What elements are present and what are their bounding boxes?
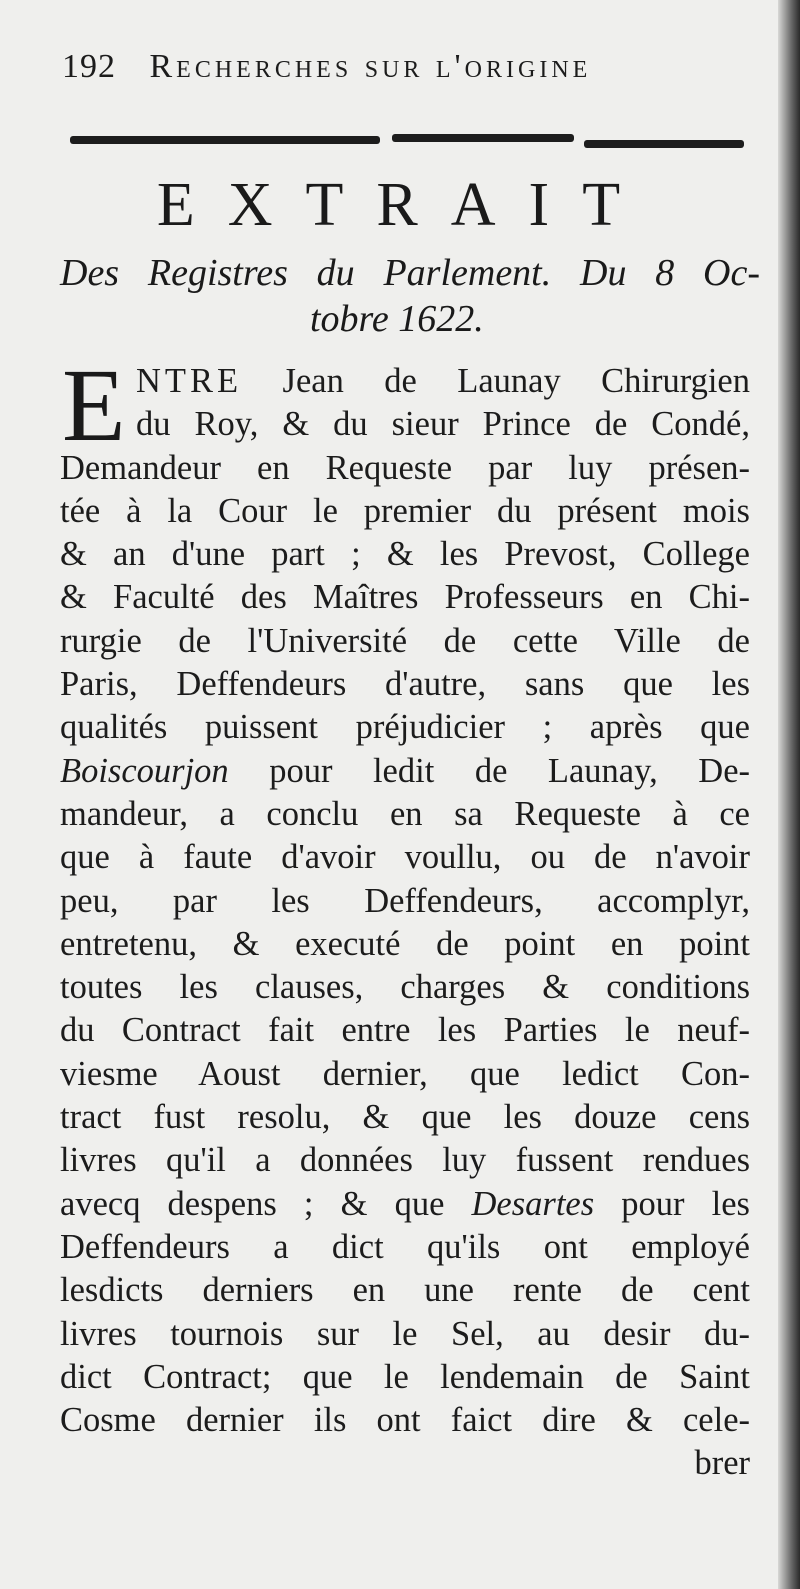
- body-text: [60, 360, 750, 1486]
- page-gutter-shadow: [778, 0, 800, 1589]
- running-title: Recherches sur l'origine: [149, 48, 592, 85]
- text-line: tée à la Cour le premier du présent mois: [60, 491, 750, 530]
- subtitle-line: tobre 1622.: [310, 298, 484, 340]
- text-line: & an d'une part ; & les Prevost, College: [60, 535, 750, 574]
- text-line: & Faculté des Maîtres Professeurs en Chi-: [60, 578, 750, 617]
- text-line: viesme Aoust dernier, que ledict Con-: [60, 1054, 750, 1093]
- italic-name: Boiscourjon: [60, 751, 229, 790]
- text-line: tract fust resolu, & que les douze cens: [60, 1098, 750, 1137]
- first-word-rest: NTRE: [136, 362, 243, 400]
- text-line: Deffendeurs a dict qu'ils ont employé: [60, 1227, 750, 1266]
- running-head: [62, 48, 712, 86]
- text-line: NTRE Jean de Launay Chirurgien: [136, 362, 750, 400]
- text-line: lesdicts derniers en une rente de cent: [60, 1271, 750, 1310]
- text-line: avecq despens ; & que Desartes pour les: [60, 1184, 750, 1223]
- text-line: livres tournois sur le Sel, au desir du-: [60, 1314, 750, 1353]
- text-line: mandeur, a conclu en sa Requeste à ce: [60, 794, 750, 833]
- page-number: 192: [62, 48, 116, 85]
- text-line: toutes les clauses, charges & conditions: [60, 968, 750, 1007]
- section-subtitle: [60, 250, 760, 342]
- subtitle-line: Des Registres du Parlement. Du 8 Oc-: [60, 252, 760, 294]
- text-line: livres qu'il a données luy fussent rendues: [60, 1141, 750, 1180]
- text-line: que à faute d'avoir voullu, ou de n'avoir: [60, 838, 750, 877]
- text-line: Paris, Deffendeurs d'autre, sans que les: [60, 665, 750, 704]
- text-line: du Contract fait entre les Parties le neuf-: [60, 1011, 750, 1050]
- text-line: rurgie de l'Université de cette Ville de: [60, 621, 750, 660]
- text-line: peu, par les Deffendeurs, accomplyr,: [60, 881, 750, 920]
- text-line: Boiscourjon pour ledit de Launay, De-: [60, 751, 750, 790]
- text-line: Demandeur en Requeste par luy présen-: [60, 448, 750, 487]
- italic-name: Desartes: [471, 1184, 595, 1223]
- text-line: Cosme dernier ils ont faict dire & cele-: [60, 1401, 750, 1440]
- text-line: entretenu, & executé de point en point: [60, 924, 750, 963]
- ornamental-rule: [70, 136, 380, 144]
- text-line: du Roy, & du sieur Prince de Condé,: [136, 405, 750, 444]
- ornamental-rule: [392, 134, 574, 142]
- drop-cap: E: [62, 348, 126, 463]
- text-line: qualités puissent préjudicier ; après que: [60, 708, 750, 747]
- text-line: brer: [694, 1444, 750, 1483]
- section-title: EXTRAIT: [156, 171, 654, 239]
- ornamental-rule: [584, 140, 744, 148]
- text-line: dict Contract; que le lendemain de Saint: [60, 1357, 750, 1396]
